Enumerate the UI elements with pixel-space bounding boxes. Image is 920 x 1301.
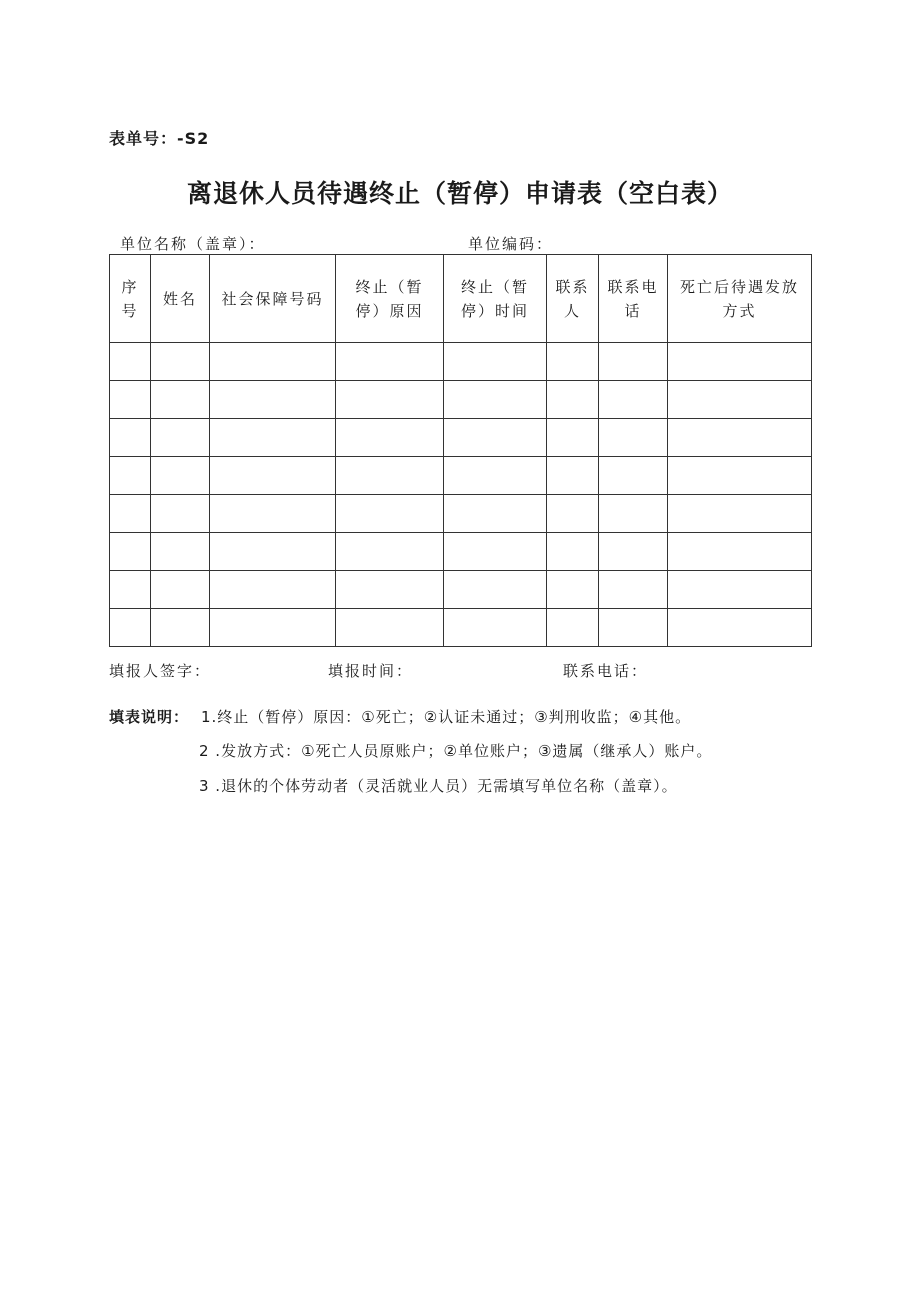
page-title: 离退休人员待遇终止（暂停）申请表（空白表） [186,179,733,208]
table-row [110,495,812,533]
table-cell[interactable] [336,381,444,419]
table-cell[interactable] [336,343,444,381]
table-cell[interactable] [599,343,668,381]
header-contact-person: 联系 人 [547,255,599,343]
application-table [109,254,812,647]
table-cell[interactable] [444,343,547,381]
table-cell[interactable] [210,609,336,647]
table-cell[interactable] [547,419,599,457]
table-row [110,343,812,381]
table-cell[interactable] [599,457,668,495]
table-cell[interactable] [151,533,210,571]
table-cell[interactable] [151,609,210,647]
table-cell[interactable] [444,533,547,571]
table-cell[interactable] [668,457,812,495]
table-cell[interactable] [151,457,210,495]
table-cell[interactable] [668,419,812,457]
table-cell[interactable] [668,381,812,419]
header-termination-time: 终止（暂 停）时间 [444,255,547,343]
table-cell[interactable] [668,495,812,533]
header-termination-reason: 终止（暂 停）原因 [336,255,444,343]
table-cell[interactable] [336,533,444,571]
table-cell[interactable] [210,457,336,495]
table-cell[interactable] [444,419,547,457]
fill-date-label: 填报时间： [328,662,414,680]
table-cell[interactable] [210,381,336,419]
table-cell[interactable] [336,495,444,533]
signature-label: 填报人签字： [109,662,212,680]
table-cell[interactable] [599,381,668,419]
table-cell[interactable] [599,533,668,571]
table-cell[interactable] [599,571,668,609]
instruction-item-1: 1.终止（暂停）原因：①死亡；②认证未通过；③判刑收监；④其他。 [201,708,692,726]
unit-name-label: 单位名称（盖章）： [120,235,266,253]
header-serial-number: 序 号 [110,255,151,343]
table-row [110,419,812,457]
table-cell[interactable] [336,571,444,609]
table-cell[interactable] [547,457,599,495]
table-cell[interactable] [547,533,599,571]
table-cell[interactable] [110,381,151,419]
table-cell[interactable] [336,457,444,495]
table-cell[interactable] [444,381,547,419]
header-name: 姓名 [151,255,210,343]
table-cell[interactable] [151,381,210,419]
table-cell[interactable] [444,571,547,609]
table-cell[interactable] [668,343,812,381]
table-cell[interactable] [599,495,668,533]
instruction-item-2: 2 .发放方式：①死亡人员原账户；②单位账户；③遗属（继承人）账户。 [199,742,713,760]
header-contact-phone: 联系电 话 [599,255,668,343]
table-cell[interactable] [110,571,151,609]
table-cell[interactable] [336,609,444,647]
header-social-security-number: 社会保障号码 [210,255,336,343]
form-number: 表单号：-S2 [109,129,210,148]
table-cell[interactable] [151,419,210,457]
table-cell[interactable] [547,343,599,381]
table-cell[interactable] [210,495,336,533]
table-cell[interactable] [547,609,599,647]
table-cell[interactable] [444,457,547,495]
header-post-death-payment-method: 死亡后待遇发放 方式 [668,255,812,343]
table-cell[interactable] [444,609,547,647]
table-cell[interactable] [110,419,151,457]
table-cell[interactable] [210,571,336,609]
table-cell[interactable] [547,571,599,609]
table-row [110,571,812,609]
unit-code-label: 单位编码： [468,235,554,253]
table-cell[interactable] [336,419,444,457]
table-cell[interactable] [547,495,599,533]
table-row [110,457,812,495]
table-cell[interactable] [110,343,151,381]
table-cell[interactable] [668,609,812,647]
table-cell[interactable] [151,343,210,381]
table-row [110,381,812,419]
table-cell[interactable] [210,419,336,457]
table-cell[interactable] [110,609,151,647]
table-cell[interactable] [151,571,210,609]
table-cell[interactable] [110,533,151,571]
table-cell[interactable] [444,495,547,533]
table-cell[interactable] [668,571,812,609]
table-cell[interactable] [151,495,210,533]
table-cell[interactable] [599,609,668,647]
table-row [110,533,812,571]
table-cell[interactable] [547,381,599,419]
table-cell[interactable] [110,457,151,495]
instruction-item-3: 3 .退休的个体劳动者（灵活就业人员）无需填写单位名称（盖章）。 [199,777,678,795]
table-header-row [110,255,812,343]
table-cell[interactable] [210,533,336,571]
table-cell[interactable] [110,495,151,533]
table-cell[interactable] [599,419,668,457]
table-body [110,343,812,647]
instructions-label: 填表说明： [109,708,190,726]
table-row [110,609,812,647]
table-cell[interactable] [668,533,812,571]
contact-phone-label: 联系电话： [563,662,649,680]
table-cell[interactable] [210,343,336,381]
